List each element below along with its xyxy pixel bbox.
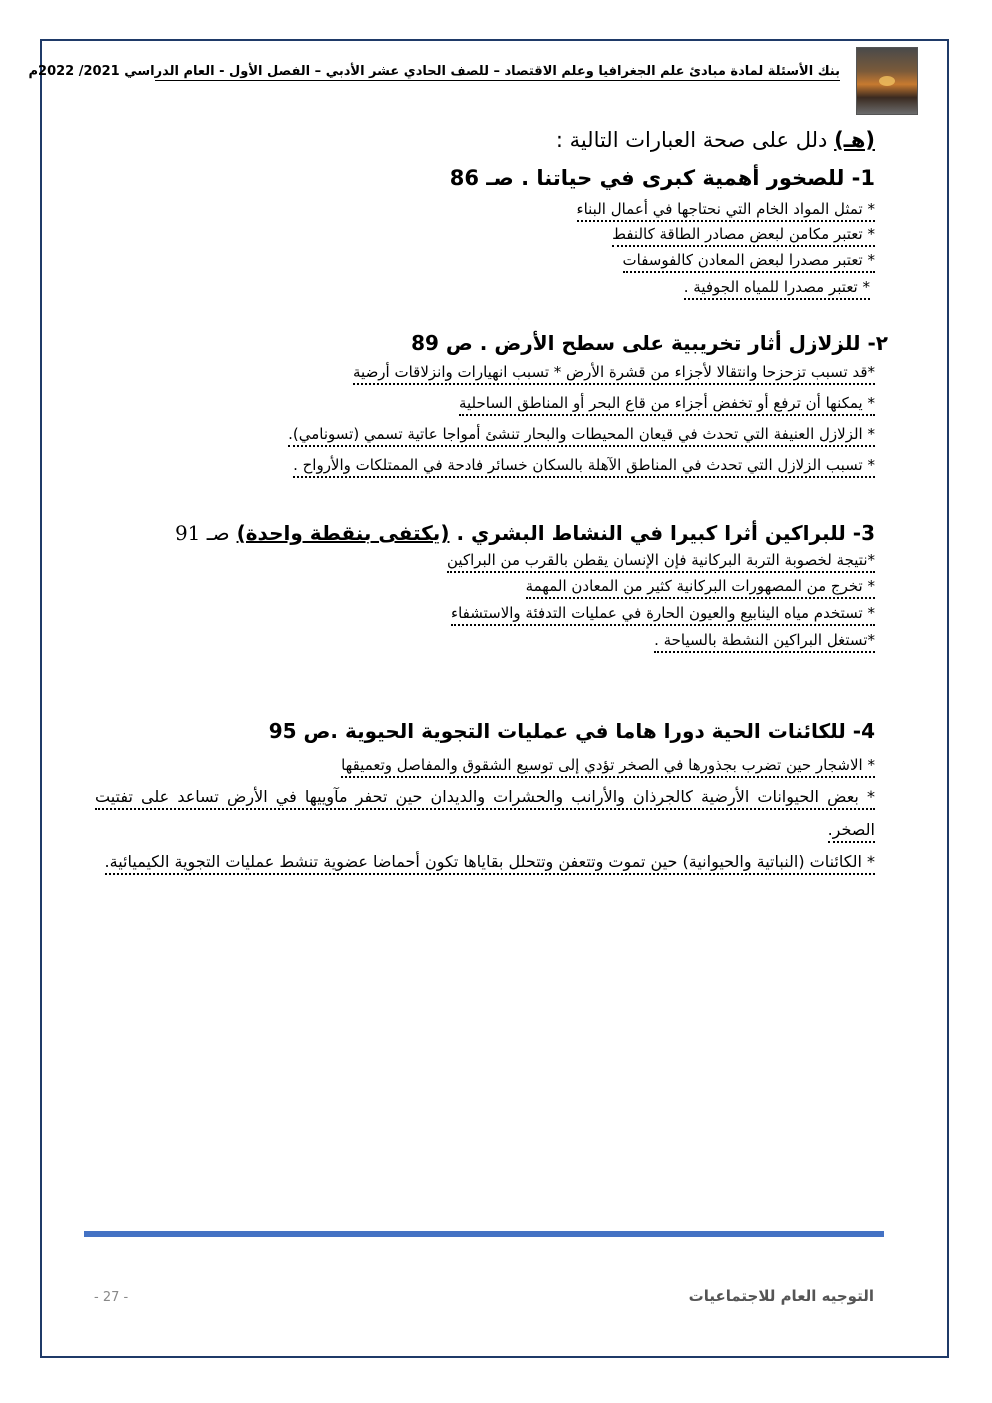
q3-answer-2: * تخرج من المصهورات البركانية كثير من المعادن المهمة: [526, 576, 875, 599]
q2-answer-2: * يمكنها أن ترفع أو تخفض أجزاء من قاع البحر أو المناطق الساحلية: [459, 393, 875, 416]
q4-answer-3-text: * الكائنات (النباتية والحيوانية) حين تموت وتتعفن وتتحلل بقاياها تكون أحماضا عضوية تنشط عمليات التجوية الكيميائية.: [105, 852, 875, 875]
section-title: [556, 128, 875, 152]
section-label: (هـ): [834, 128, 875, 152]
q1-heading: 1- للصخور أهمية كبرى في حياتنا . صـ 86: [449, 166, 875, 190]
q3-page-ref: صـ 91: [174, 521, 230, 545]
q3-heading: [175, 521, 875, 545]
q3-answer-1: *نتيجة لخصوبة التربة البركانية فإن الإنسان يقطن بالقرب من البراكين: [447, 550, 875, 573]
q3-note: (يكتفى بنقطة واحدة): [236, 521, 450, 545]
q1-answer-4: * تعتبر مصدرا للمياه الجوفية .: [684, 277, 870, 300]
q3-heading-text: 3- للبراكين أثرا كبيرا في النشاط البشري .: [456, 521, 875, 545]
section-title-text: دلل على صحة العبارات التالية :: [555, 128, 828, 152]
q4-answer-2-text: * بعض الحيوانات الأرضية كالجرذان والأرانب والحشرات والديدان حين تحفر مآوييها في الأرض تساعد على تفتيت الصخر.: [95, 787, 875, 843]
q4-answer-1: * الاشجار حين تضرب بجذورها في الصخر تؤدي إلى توسيع الشقوق والمفاصل وتعميقها: [341, 755, 875, 778]
q2-answer-4: * تسبب الزلازل التي تحدث في المناطق الآهلة بالسكان خسائر فادحة في الممتلكات والأرواح .: [293, 455, 875, 478]
landscape-logo-icon: [856, 47, 918, 115]
q4-heading: 4- للكائنات الحية دورا هاما في عمليات التجوية الحيوية .ص 95: [268, 719, 875, 743]
q4-answer-2: [95, 780, 875, 846]
page-number: - 27 -: [94, 1290, 129, 1305]
footer-organization: التوجيه العام للاجتماعيات: [688, 1287, 874, 1305]
q2-heading: ٢- للزلازل أثار تخريبية على سطح الأرض . ص 89: [411, 331, 888, 355]
q2-answer-3: * الزلازل العنيفة التي تحدث في قيعان المحيطات والبحار تنشئ أمواجا عاتية تسمي (تسونامي).: [288, 424, 875, 447]
q4-answer-3: [95, 845, 875, 878]
page-header: بنك الأسئلة لمادة مبادئ علم الجغرافيا وعلم الاقتصاد – للصف الحادي عشر الأدبي – الفصل الأول - العام الدراسي 2021/ 2022م: [28, 64, 840, 79]
footer-divider: [84, 1231, 884, 1237]
q2-answer-1: *قد تسبب تزحزحا وانتقالا لأجزاء من قشرة الأرض * تسبب انهيارات وانزلاقات أرضية: [353, 362, 875, 385]
q1-answer-2: * تعتبر مكامن لبعض مصادر الطاقة كالنفط: [612, 224, 875, 247]
q3-answer-4: *تستغل البراكين النشطة بالسياحة .: [654, 630, 875, 653]
sun-shape: [879, 76, 895, 86]
q1-answer-3: * تعتبر مصدرا لبعض المعادن كالفوسفات: [623, 250, 876, 273]
q1-answer-1: * تمثل المواد الخام التي نحتاجها في أعمال البناء: [577, 199, 875, 222]
q3-answer-3: * تستخدم مياه الينابيع والعيون الحارة في عمليات التدفئة والاستشفاء: [451, 603, 875, 626]
